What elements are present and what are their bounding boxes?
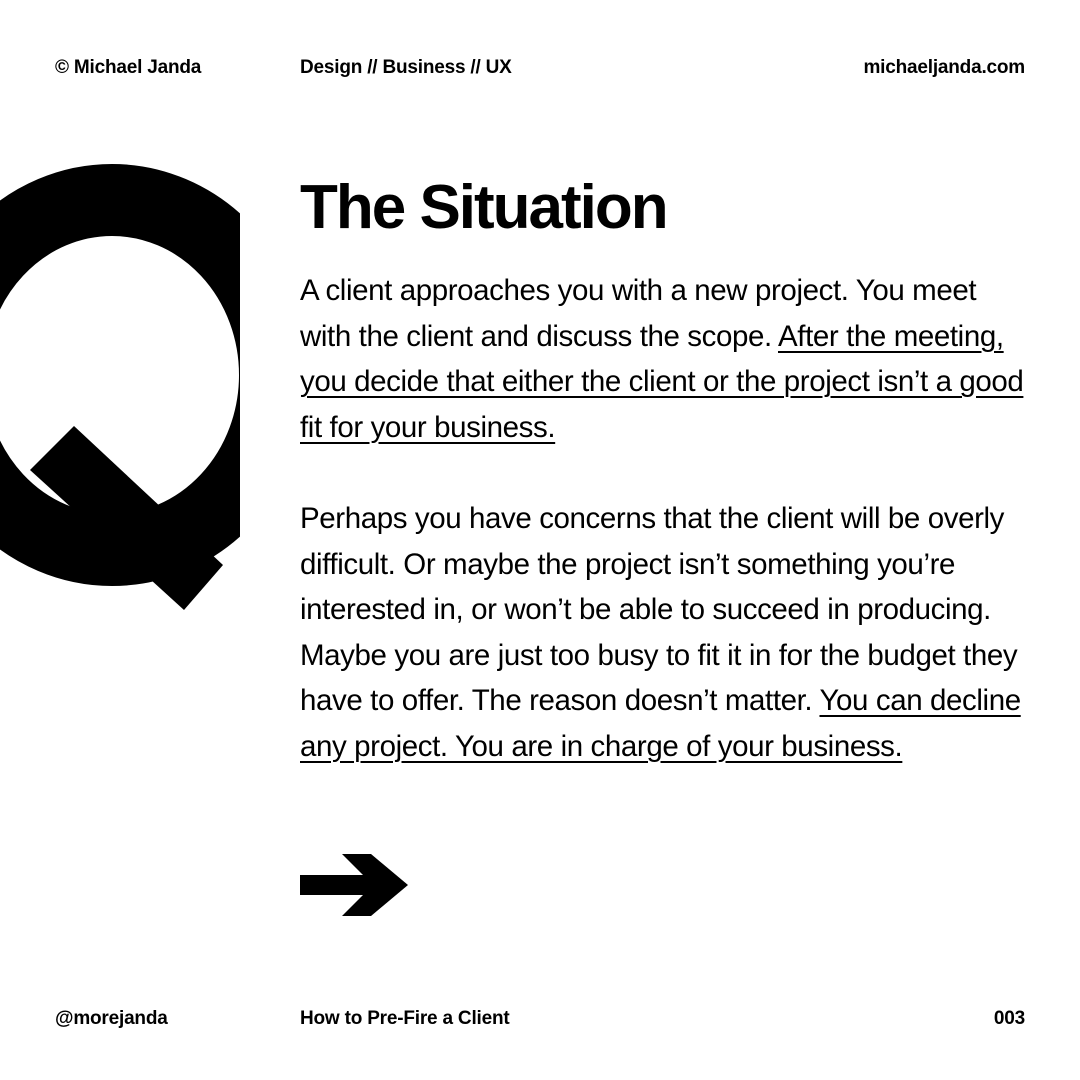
letter-q-graphic xyxy=(0,160,240,620)
social-handle[interactable]: @morejanda xyxy=(55,1008,168,1029)
arrow-right-icon[interactable] xyxy=(300,852,408,918)
paragraph-emphasis: You can decline any project. You are in charge of your business. xyxy=(300,684,1021,763)
website-link[interactable]: michaeljanda.com xyxy=(863,57,1025,78)
paragraph-emphasis: After the meeting, you decide that either the client or the project isn’t a good fit for your business. xyxy=(300,319,1024,444)
series-title: How to Pre-Fire a Client xyxy=(300,1008,510,1029)
page-number: 003 xyxy=(993,1008,1025,1029)
page-title: The Situation xyxy=(300,173,667,242)
author-credit: © Michael Janda xyxy=(55,57,202,78)
situation-paragraph xyxy=(300,268,1025,450)
category-tags: Design // Business // UX xyxy=(300,57,512,78)
paragraph-text: A client approaches you with a new project. You meet with the client and discuss the scope. xyxy=(300,274,977,353)
reason-paragraph xyxy=(300,496,1025,769)
paragraph-text: Perhaps you have concerns that the client will be overly difficult. Or maybe the project isn’t something you’re interested in, or won’t be able to succeed in producing. Maybe you are just too busy to fit it in for the budget they have to offer. The reason doesn’t matter. xyxy=(300,502,1018,717)
